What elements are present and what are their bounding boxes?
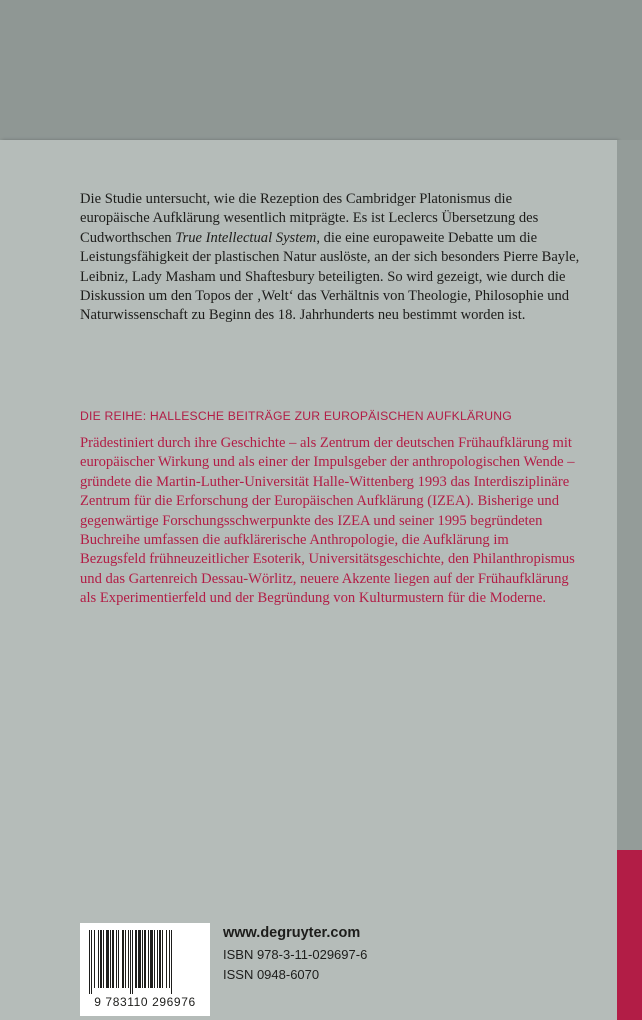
barcode-bar [98, 930, 99, 988]
barcode-bar [106, 930, 109, 988]
barcode-bar [116, 930, 117, 988]
description-text-start: Die Studie untersucht, wie die Rezeption des Cambridger Platonismus die europäische Aufklärung wesentlich mitprägte. Es ist Leclercs Übersetzung des Cudworthschen [80, 191, 539, 246]
series-description: Prädestiniert durch ihre Geschichte – als Zentrum der deutschen Frühaufklärung mit europäischer Wirkung und als einer der Impulsgeber der anthropologischen Wende – gründete die Martin-Luther-Universität Halle-Wittenberg 1993 das Interdisziplinäre Zentrum für die Erforschung der Europäischen Aufklärung (IZEA). Bisherige und gegenwärtige Forschungsschwerpunkte des IZEA und seiner 1995 begründeten Buchreihe umfassen die aufklärerische Anthropologie, die Aufklärung im Bezugsfeld frühneuzeitlicher Esoterik, Universitätsgeschichte, den Philanthropismus und das Gartenreich Dessau-Wörlitz, neuere Akzente liegen auf der Frühaufklärung als Experimentierfeld und der Begründung von Kulturmustern für die Moderne. [80, 435, 575, 607]
barcode-bar [138, 930, 141, 988]
barcode-bar [135, 930, 137, 988]
barcode-bar [100, 930, 102, 988]
barcode-bar [118, 930, 119, 988]
barcode-digits: 9 783110 296976 [94, 995, 196, 1009]
accent-strip [617, 850, 642, 1020]
barcode-bar [110, 930, 111, 988]
barcode-bar [154, 930, 155, 988]
work-title: True Intellectual System [175, 229, 317, 246]
barcode-bar [103, 930, 104, 988]
barcode-bar [130, 930, 131, 994]
barcode-bar [125, 930, 126, 988]
top-band [0, 0, 642, 140]
barcode-bar [166, 930, 167, 988]
barcode-bar [159, 930, 161, 988]
publisher-url[interactable]: www.degruyter.com [223, 925, 361, 941]
barcode-bar [91, 930, 92, 994]
barcode-bar [142, 930, 143, 988]
barcode-bar [112, 930, 114, 988]
description-text-end: , die eine europaweite Debatte um die Leistungsfähigkeit der plastischen Natur auslöste, an der sich besonders Pierre Bayle, Leibniz, Lady Masham und Shaftesbury beteiligten. So wird gezeigt, wie durch die Diskussion um den Topos der ‚Welt‘ das Verhältnis von Theologie, Philosophie und Naturwissenschaft zu Beginn des 18. Jahrhunderts neu bestimmt worden ist. [80, 229, 580, 324]
barcode-bar [94, 930, 95, 988]
barcode-bar [144, 930, 146, 988]
barcode-bar [148, 930, 149, 988]
barcode-bar [128, 930, 129, 988]
barcode-bar [157, 930, 158, 988]
barcode-bar [150, 930, 153, 988]
book-description [80, 190, 580, 326]
barcode [80, 923, 210, 1016]
barcode-bar [171, 930, 172, 994]
barcode-bar [169, 930, 170, 988]
isbn: ISBN 978-3-11-029697-6 [223, 947, 368, 962]
series-heading: DIE REIHE: HALLESCHE BEITRÄGE ZUR EUROPÄISCHEN AUFKLÄRUNG [80, 409, 512, 423]
barcode-bar [162, 930, 163, 988]
barcode-bar [132, 930, 133, 994]
issn: ISSN 0948-6070 [223, 967, 320, 982]
barcode-bars [88, 930, 202, 994]
barcode-bar [89, 930, 90, 994]
barcode-bar [122, 930, 124, 988]
